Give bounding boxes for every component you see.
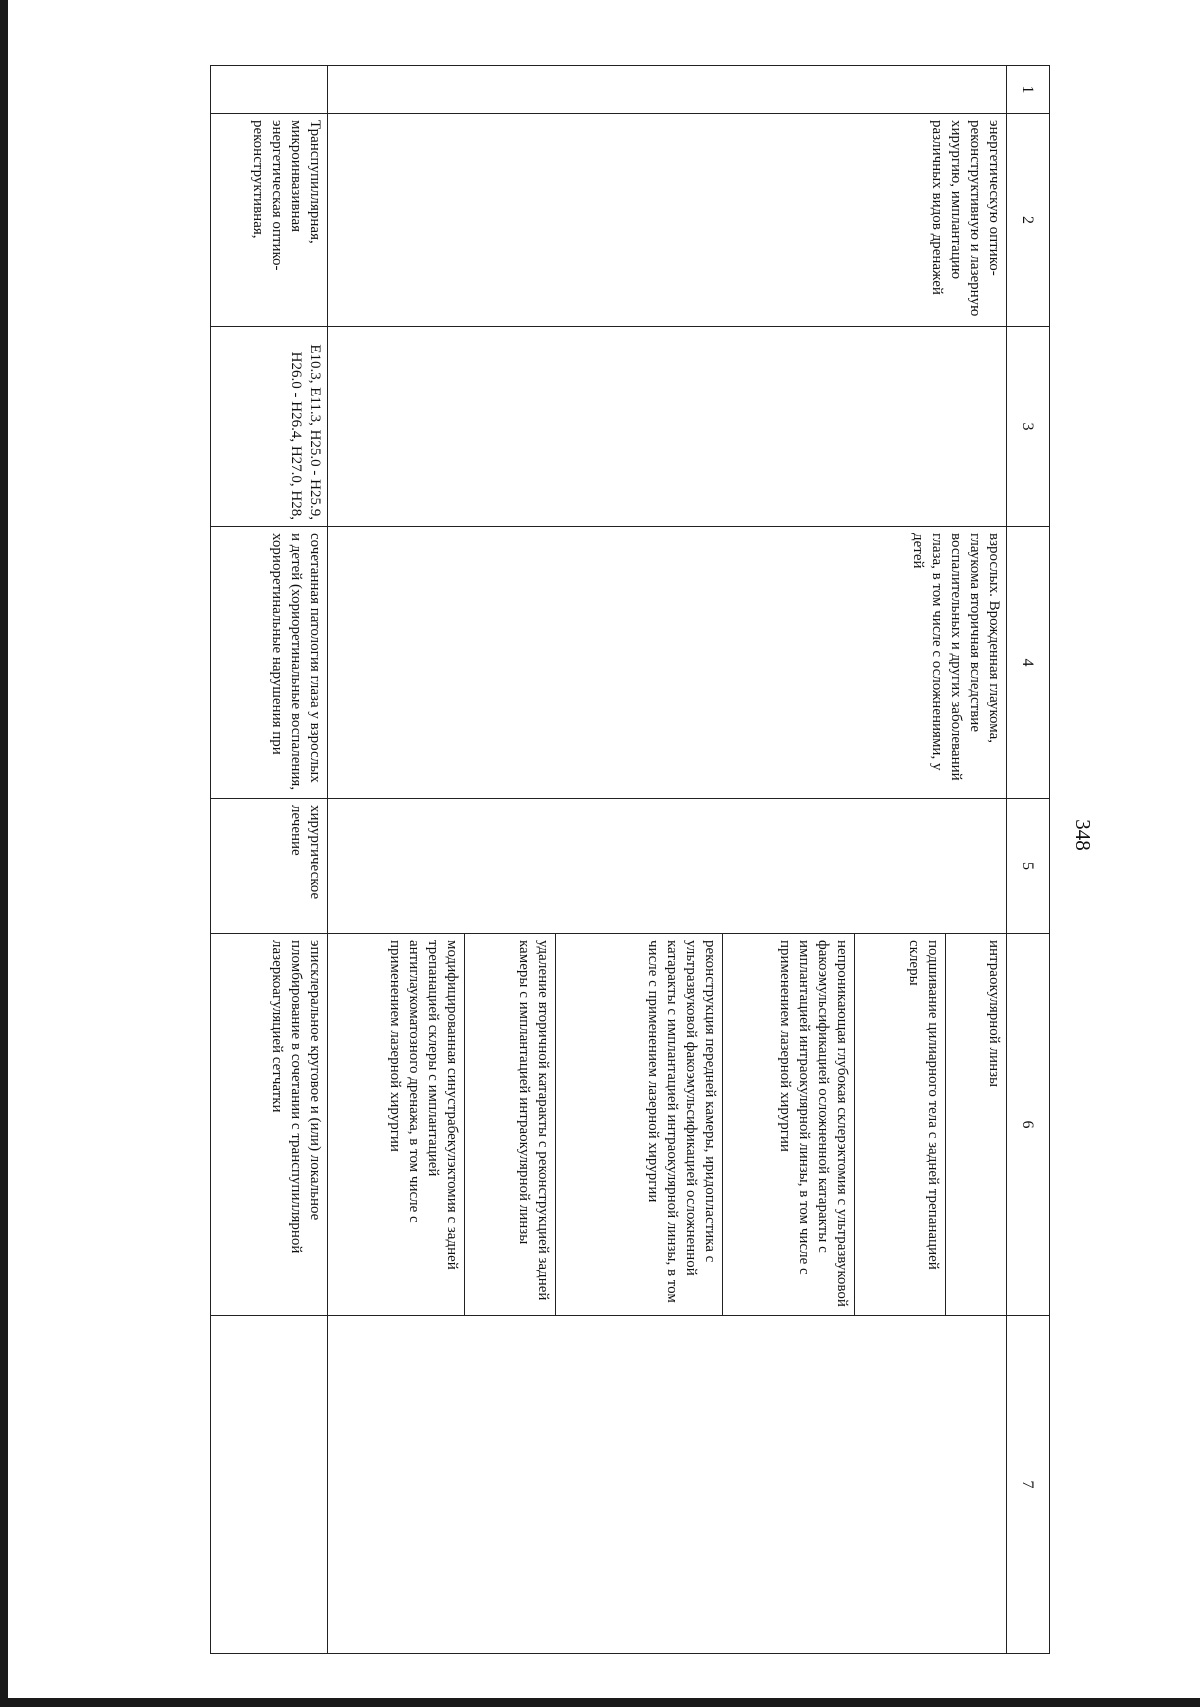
cell-method: подшивание цилиарного тела с задней трепанацией склеры [855, 934, 946, 1316]
table-row [211, 66, 328, 1654]
cell-treatment-type [328, 799, 1007, 934]
treatment-table [210, 65, 1050, 1654]
cell-method: эписклеральное круговое и (или) локальное пломбирование в сочетании с транспупиллярной лазеркоагуляцией сетчатки [211, 934, 328, 1316]
cell-icd-codes [328, 327, 1007, 527]
cell-diagnosis: сочетанная патология глаза у взрослых и детей (хориоретинальные воспаления, хориоретинальные нарушения при [211, 527, 328, 799]
header-cell: 2 [1007, 114, 1050, 327]
header-cell: 7 [1007, 1316, 1050, 1654]
cell-method: непроникающая глубокая склерэктомия с ультразвуковой факоэмульсификацией осложненной катаракты с имплантацией интраокулярной линзы, в том числе с применением лазерной хирургии [723, 934, 855, 1316]
cell-norm [211, 1316, 328, 1654]
scan-left-edge [0, 0, 8, 1707]
page-number: 348 [1071, 819, 1095, 851]
header-cell: 4 [1007, 527, 1050, 799]
header-row [1007, 66, 1050, 1654]
cell-method: удаление вторичной катаракты с реконструкцией задней камеры с имплантацией интраокулярной линзы [465, 934, 556, 1316]
rotated-page [60, 20, 1140, 1650]
cell-method-group: энергетическую оптико-реконструктивную и лазерную хирургию, имплантацию различных видов дренажей [328, 114, 1007, 327]
scan-bottom-edge [0, 1698, 1200, 1707]
cell-norm [328, 1316, 1007, 1654]
cell-method: реконструкция передней камеры, иридопластика с ультразвуковой факоэмульсификацией осложненной катаракты с имплантацией интраокулярной линзы, в том числе с применением лазерной хирургии [556, 934, 723, 1316]
header-cell: 5 [1007, 799, 1050, 934]
header-cell: 1 [1007, 66, 1050, 114]
cell-icd-codes: Е10.3, Е11.3, Н25.0 - Н25.9, Н26.0 - Н26.4, Н27.0, Н28, [211, 327, 328, 527]
cell-treatment-type: хирургическое лечение [211, 799, 328, 934]
cell-method-group: Транспупиллярная, микроинвазивная энергетическая оптико-реконструктивная, [211, 114, 328, 327]
cell-method: интраокулярной линзы [946, 934, 1007, 1316]
header-cell: 6 [1007, 934, 1050, 1316]
cell-number [211, 66, 328, 114]
cell-number [328, 66, 1007, 114]
cell-diagnosis: взрослых. Врожденная глаукома, глаукома вторичная вследствие воспалительных и других заболеваний глаза, в том числе с осложнениями, у детей [328, 527, 1007, 799]
table-row [946, 66, 1007, 1654]
cell-method: модифицированная синустрабекулэктомия с задней трепанацией склеры с имплантацией антиглаукоматозного дренажа, в том числе с применением лазерной хирургии [328, 934, 465, 1316]
header-cell: 3 [1007, 327, 1050, 527]
